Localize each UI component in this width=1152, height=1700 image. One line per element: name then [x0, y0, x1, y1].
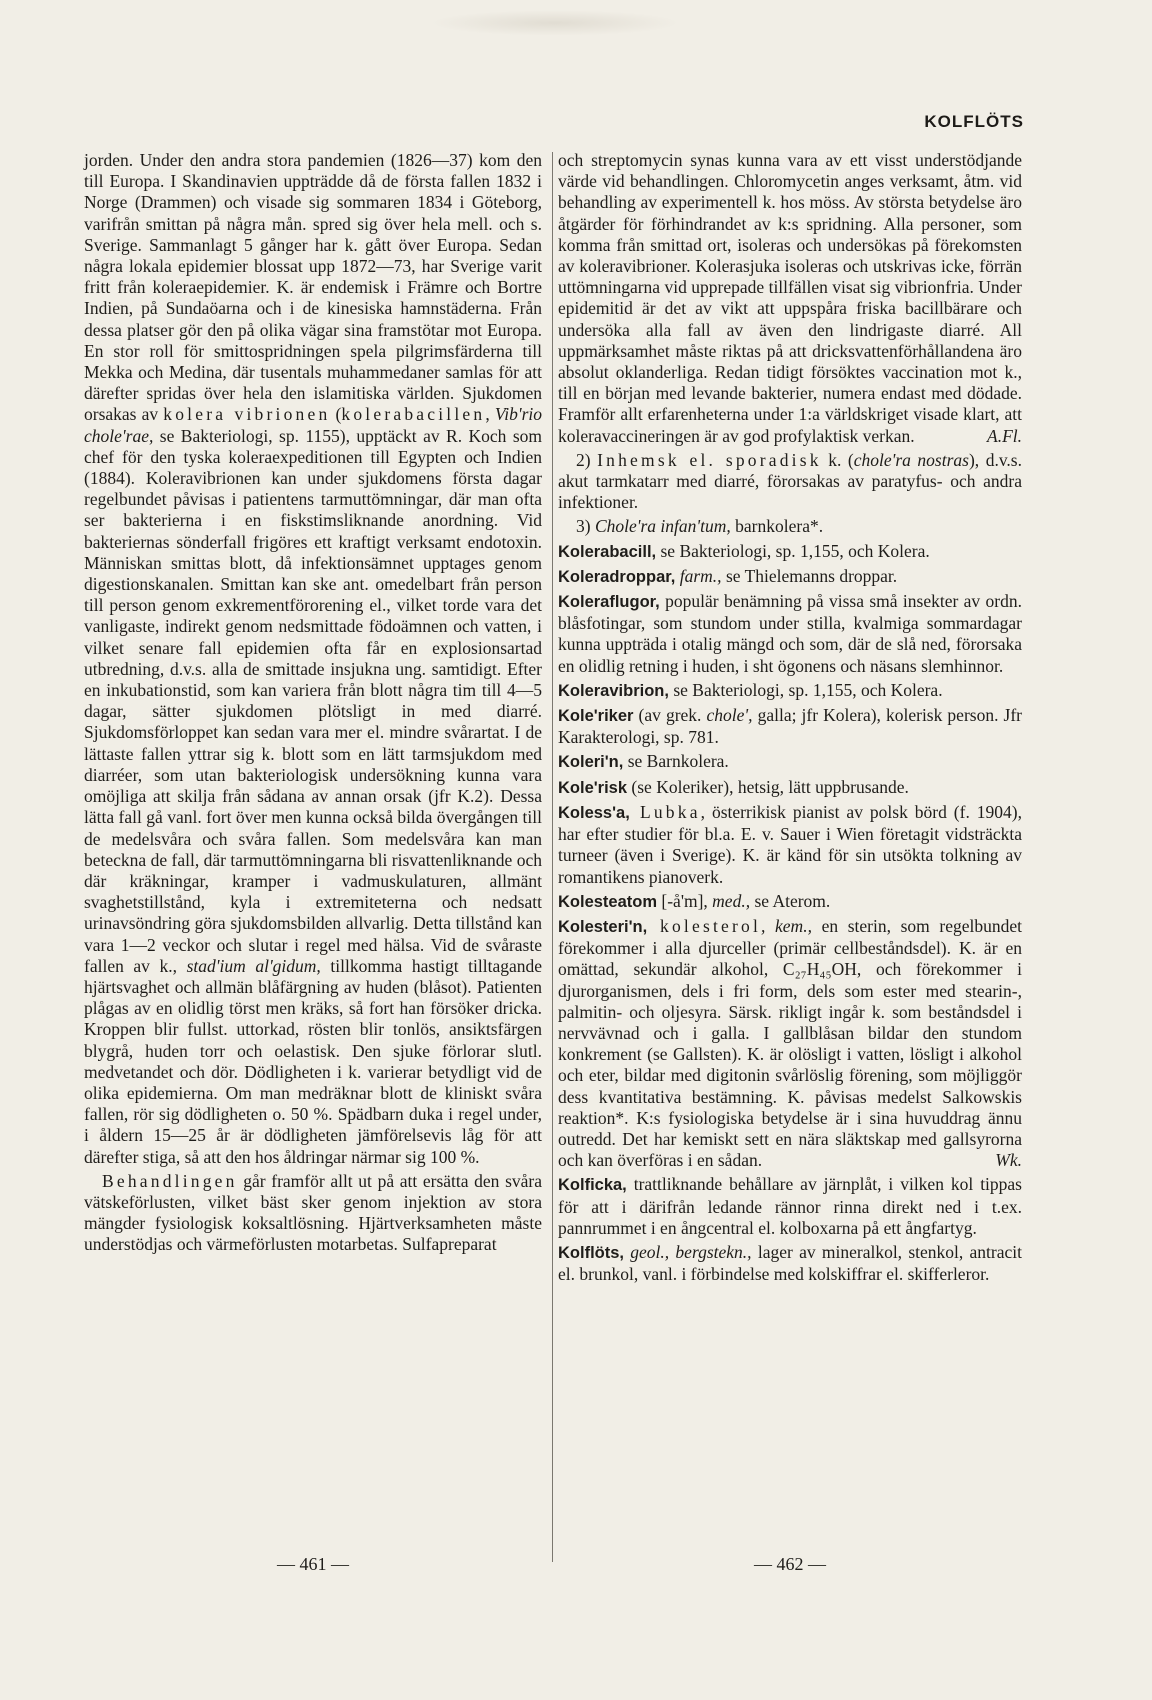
text: en sterin, som regelbundet förekommer i alla djurceller (primär cellbeståndsdel). K. är en omättad, sekundär alkohol, C₂₇H₄₅OH, och förekommer i djurorganismen, dels i fri form, dels som ester med stearin-, palmitin- och oljesyra. Särsk. rikligt ingår k. som beståndsdel i nervvävnad och i galla. I gallblåsan bildar den stundom konkrement (se Gallsten). K. är olösligt i vatten, lösligt i alkohol och eter, bildar med digitonin svårlöslig förening, som möjliggör dess kvantitativa bestämning. K. påvisas medelst Salkowskis reaktion*. K:s fysiologiska betydelse är i sina huvuddrag ännu outredd. Det har kemiskt sett en nära släktskap med gallsyrorna och kan överföras i en sådan.	[558, 915, 1022, 1171]
entry-kolficka	[558, 1174, 1022, 1239]
text: 2)	[576, 449, 591, 470]
left-column	[84, 150, 542, 1259]
abbreviation: farm.,	[675, 565, 722, 586]
paragraph	[84, 150, 542, 1168]
text: se Barnkolera.	[623, 751, 729, 772]
greek-term: chole',	[701, 705, 753, 726]
entry-kolessa	[558, 802, 1022, 888]
spaced-term: Behandlingen	[102, 1170, 238, 1191]
entry-headword: Kole'risk	[558, 778, 628, 797]
abbreviation: med.,	[707, 890, 751, 911]
abbreviation: geol., bergstekn.,	[624, 1241, 752, 1262]
entry-headword: Koleravibrion,	[558, 681, 669, 700]
entry-kolerisk	[558, 777, 1022, 799]
paragraph	[558, 516, 1022, 537]
entry-headword: Kole'riker	[558, 707, 634, 726]
entry-koleravibrion	[558, 680, 1022, 702]
text: lager av mineralkol, stenkol, antracit el. brunkol, vanl. i förbindelse med kolskiffrar el. skifferleror.	[558, 1241, 1022, 1285]
entry-kolflots	[558, 1242, 1022, 1285]
text: k. (	[821, 449, 854, 470]
entry-headword: Koleri'n,	[558, 753, 624, 772]
abbreviation: , kem.,	[761, 915, 812, 936]
text: och streptomycin synas kunna vara av ett visst understödjande värde vid behandlingen. Chloromycetin anges verksamt, åtm. vid behandling av experimentell k. hos möss. Av största betydelse äro åtgärder för förhindrandet av k:s spridning. Alla personer, som komma från smittad ort, isoleras och undersökas på förekomsten av koleravibrioner. Kolerasjuka isoleras och utskrivas icke, förrän uttömningarna vid upprepade tillfällen visat sig vibrionfria. Under epidemitid är det av vikt att uppspåra friska bacillbärare och undersöka alla fall av även den lindrigaste diarré. All uppmärksamhet måste riktas på att dricksvattenförhållandena äro absolut oklanderliga. Redan tidigt försöktes vaccination mot k., till en början med levande bakterier, numera endast med dödade. Framför allt erfarenheterna under 1:a världskriget visade klart, att koleravaccineringen är av god profylaktisk verkan.	[558, 150, 1022, 446]
entry-koleradroppar	[558, 566, 1022, 588]
entry-koleraflugor	[558, 591, 1022, 677]
text: (se Koleriker), hetsig, lätt uppbrusande.	[627, 776, 909, 797]
entry-headword: Kolflöts,	[558, 1243, 624, 1262]
author-signature: Wk.	[995, 1150, 1022, 1171]
entry-headword: Koleraflugor,	[558, 593, 660, 612]
text: se Bakteriologi, sp. 1,155, och Kolera.	[668, 679, 943, 700]
text: går framför allt ut på att ersätta den svåra vätskeförlusten, vilket bäst sker genom injektion av stora mängder fysiologisk koksaltlösning. Hjärtverksamheten måste understödjas och värmeförlusten motarbetas. Sulfapreparat	[84, 1170, 542, 1255]
text: ), d.v.s. akut tarmkatarr med diarré, förorsakas av paratyfus- och andra infektioner.	[558, 449, 1022, 513]
text: se Bakteriologi, sp. 1,155, och Kolera.	[656, 540, 930, 561]
spaced-term: Lubka	[629, 801, 701, 822]
spaced-term: kolesterol	[647, 915, 762, 936]
latin-term: chole'ra nostras	[853, 449, 969, 470]
author-signature: A.Fl.	[987, 425, 1022, 446]
entry-headword: Kolesteri'n,	[558, 917, 648, 936]
entry-headword: Koless'a,	[558, 803, 630, 822]
text: [-å'm],	[657, 890, 708, 911]
text: trattliknande behållare av järnplåt, i vilken kol tippas för att i därifrån ledande rännor rinna direkt ned i t.ex. pannrummet i en ångcentral el. kolboxarna på ett ångfartyg.	[558, 1174, 1022, 1238]
text: barnkolera*.	[730, 516, 824, 537]
text: se Aterom.	[750, 890, 831, 911]
entry-kolerin	[558, 751, 1022, 773]
paragraph	[558, 450, 1022, 514]
entry-headword: Kolesteatom	[558, 892, 658, 911]
latin-term: stad'ium al'gidum,	[177, 955, 321, 976]
entry-koleriker	[558, 705, 1022, 748]
entry-headword: Kolficka,	[558, 1176, 627, 1195]
paragraph	[558, 150, 1022, 447]
spaced-term: Inhemsk el. sporadisk	[597, 449, 822, 470]
latin-term: Chole'ra infan'tum,	[590, 516, 731, 537]
text: 3)	[576, 516, 591, 537]
entry-kolesteatom	[558, 891, 1022, 913]
text: se Bakteriologi, sp. 1155), upptäckt av R. Koch som chef för den tyska koleraexpeditionen till Egypten och Indien (1884). Koleravibrionen kan under sjukdomens första dagar regelbundet påvisas i patientens tarmuttömningar, där man ofta ser bakterierna i en fiskstimsliknande anordning. Vid bakteriernas sönderfall frigöres ett kraftigt verksamt endotoxin. Människan smittas blott, då infektionsämnet upptages genom digestionskanalen. Smittan kan ske ant. omedelbart från person till person genom exkrementförorening el., vilket torde vara det vanligaste, indirekt genom nedsmittade födoämnen och vatten, i vilket senare fall epidemien ofta får en explosionsartad utbredning, d.v.s. alla de smittade insjukna ung. samtidigt. Efter en inkubationstid, som kan variera från blott några tim till 4—5 dagar, sätter sjukdomen plötsligt in med diarré. Sjukdomsförloppet kan sedan vara mer el. mindre svårartat. I de lättaste fallen yttrar sig k. blott som en lätt tarmsjukdom med diarréer, som utan bakteriologisk undersökning kunna vara omöjliga att skilja från sådana av annan orsak (jfr K.2). Dessa lätta fall gå vanl. fort över men kunna också bilda övergången till de medelsvåra och svåra fallen. Som medelsvåra kan man beteckna de fall, där tarmuttömningarna bli risvattenliknande och där kräkningar, kramper i vadmuskulaturen, allmänt svaghetstillstånd, kyla i extremiteterna och nedsatt urinavsöndring göra sjukdomsbilden allvarlig. Detta tillstånd kan vara 1—2 veckor och slutar i regel med hälsa. Vid de svåraste fallen av k.,	[84, 425, 542, 976]
text: se Thielemanns droppar.	[721, 565, 898, 586]
spaced-term: kolerabacillen	[341, 404, 486, 425]
running-head: KOLFLÖTS	[924, 112, 1024, 131]
page-number-right: — 462 —	[754, 1554, 826, 1574]
page-number-left: — 461 —	[277, 1554, 349, 1574]
spaced-term: kolera vibrionen	[163, 404, 331, 425]
text: , österrikisk pianist av polsk börd (f. 1904), har efter studier för bl.a. E. v. Sauer i Wien företagit vidsträckta turneer (även i Sverige). K. är känd för sin utsökta tolkning av romantikens pianoverk.	[558, 801, 1022, 887]
text: populär benämning på vissa små insekter av ordn. blåsfotingar, som stundom under stilla, kvalmiga sommardagar kunna uppträda i otalig mängd och som, där de slå ned, förorsaka en olidlig retning i huden, i sht ögonens och näsans slemhinnor.	[558, 591, 1022, 676]
entry-headword: Kolerabacill,	[558, 542, 657, 561]
paragraph	[84, 1171, 542, 1256]
text: ,	[485, 404, 490, 425]
entry-headword: Koleradroppar,	[558, 567, 676, 586]
column-divider	[552, 152, 553, 1562]
paper-stain	[430, 10, 680, 36]
text: (	[330, 404, 342, 425]
text: galla; jfr Kolera), kolerisk person. Jfr Karakterologi, sp. 781.	[558, 705, 1022, 748]
right-column	[558, 150, 1022, 1288]
text: tillkomma hastigt tilltagande hjärtsvaghet och allmän blåfärgning av huden (blåsot). Patienten plågas av en olidlig törst men kräks, så fort han försöker dricka. Kroppen blir fullst. uttorkad, rösten blir tonlös, ansiktsfärgen blygrå, huden torr och oelastisk. Den sjuke förlorar slutl. medvetandet och dör. Dödligheten i k. varierar betydligt vid de olika epidemierna. Om man medräknar blott de kliniskt svåra fallen, rör sig dödligheten o. 50 %. Spädbarn duka i regel under, i åldern 15—25 år är dödligheten jämförelsevis låg för att därefter stiga, så att den hos åldringar närmar sig 100 %.	[84, 955, 542, 1167]
latin-term: Vib'rio chole'rae,	[84, 404, 542, 446]
text: (av grek.	[633, 705, 702, 726]
entry-kolesterin	[558, 916, 1022, 1171]
text: jorden. Under den andra stora pandemien (1826—37) kom den till Europa. I Skandinavien uppträdde då de första fallen 1832 i Norge (Drammen) och visade sig sommaren 1834 i Göteborg, varifrån smittan på några mån. spred sig över hela mell. och s. Sverige. Sammanlagt 5 gånger har k. gått över Europa. Sedan några lokala epidemier blossat upp 1872—73, har Sverige varit fritt från koleraepidemier. K. är endemisk i Främre och Bortre Indien, på Sundaöarna och i de kinesiska hamnstäderna. Från dessa platser gör den på olika vägar sina framstötar mot Europa. En stor roll för smittospridningen spela pilgrimsfärderna till Mekka och Medina, där tusentals muhammedaner samlas för att därefter spridas över hela den islamitiska världen. Sjukdomen orsakas av	[84, 150, 542, 425]
entry-kolerabacill	[558, 541, 1022, 563]
